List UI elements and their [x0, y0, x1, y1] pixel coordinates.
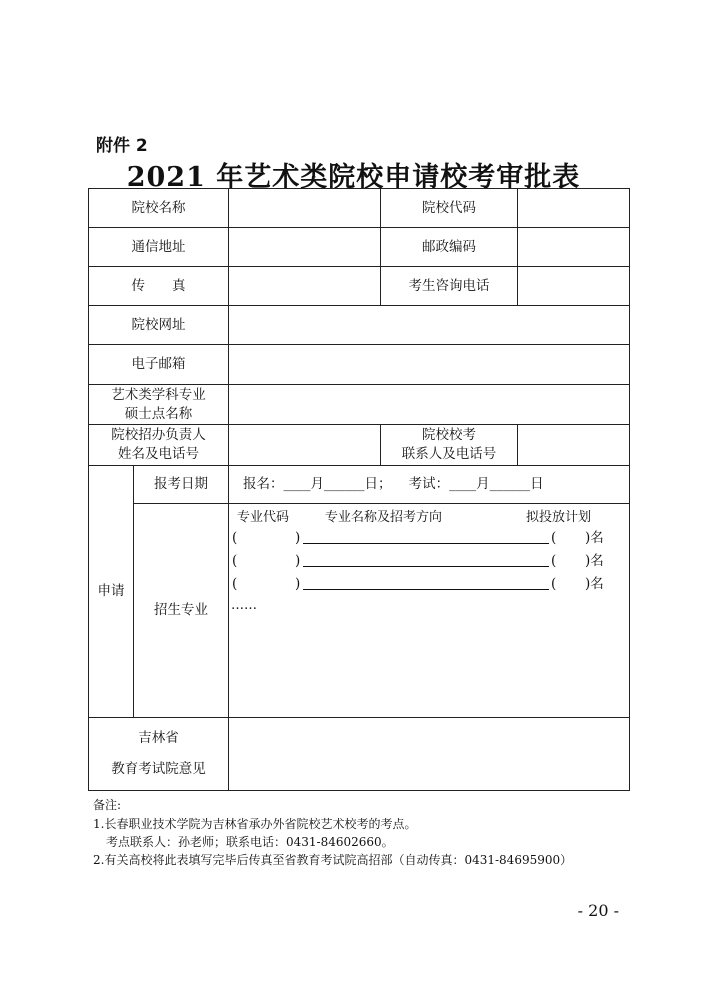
- major-row-plan-close: )名: [585, 530, 604, 546]
- major-row-close: ): [295, 553, 301, 569]
- majors-header: [229, 508, 629, 527]
- art-master-label-line2: 硕士点名称: [124, 405, 193, 422]
- opinion-label-line2: 教育考试院意见: [111, 761, 206, 777]
- major-row-open: (: [232, 576, 238, 592]
- art-master-label: [89, 385, 229, 425]
- attachment-label: 附件 2: [96, 136, 148, 156]
- exam-contact-label-line1: 院校校考: [422, 427, 476, 443]
- website-value[interactable]: [229, 306, 630, 345]
- approval-form-table: [88, 188, 630, 791]
- hotline-label: 考生咨询电话: [381, 267, 518, 306]
- fax-label: 传 真: [89, 267, 229, 306]
- website-label: 院校网址: [89, 306, 229, 345]
- major-row-plan-open: (: [551, 553, 557, 569]
- hotline-value[interactable]: [518, 267, 630, 306]
- major-row-open: (: [232, 553, 238, 569]
- major-row-name-line[interactable]: [303, 589, 549, 590]
- major-row-open: (: [232, 530, 238, 546]
- majors-ellipsis: ……: [231, 598, 257, 613]
- major-row[interactable]: [229, 527, 629, 550]
- major-row-plan-close: )名: [585, 553, 604, 569]
- postal-code-value[interactable]: [518, 228, 630, 267]
- exam-contact-value[interactable]: [518, 425, 630, 466]
- majors-header-plan: 拟投放计划: [526, 510, 592, 525]
- major-row-plan-open: (: [551, 576, 557, 592]
- form-title: 2021 年艺术类院校申请校考审批表: [126, 162, 581, 193]
- major-row-close: ): [295, 576, 301, 592]
- email-value[interactable]: [229, 345, 630, 385]
- admission-head-label-line2: 姓名及电话号: [118, 446, 199, 462]
- major-row-name-line[interactable]: [303, 543, 549, 544]
- admission-head-label: [89, 425, 229, 466]
- page-number: - 20 -: [577, 901, 619, 920]
- exam-contact-label: [381, 425, 518, 466]
- notes-item-1: 1.长春职业技术学院为吉林省承办外省院校艺术校考的考点。: [93, 817, 417, 831]
- major-row[interactable]: [229, 550, 629, 573]
- majors-label: 招生专业: [134, 504, 229, 718]
- admission-head-label-line1: 院校招办负责人: [111, 427, 206, 443]
- school-name-value[interactable]: [229, 189, 381, 228]
- admission-head-value[interactable]: [229, 425, 381, 466]
- notes-heading: 备注:: [93, 798, 122, 812]
- major-row-plan-open: (: [551, 530, 557, 546]
- postal-code-label: 邮政编码: [381, 228, 518, 267]
- application-label: 申请: [89, 466, 134, 718]
- art-master-label-line1: 艺术类学科专业: [111, 386, 206, 403]
- school-code-label: 院校代码: [381, 189, 518, 228]
- school-name-label: 院校名称: [89, 189, 229, 228]
- major-row-plan-close: )名: [585, 576, 604, 592]
- opinion-label-line1: 吉林省: [138, 730, 179, 746]
- exam-contact-label-line2: 联系人及电话号: [401, 446, 497, 462]
- art-master-value[interactable]: [229, 385, 630, 425]
- opinion-label: [89, 718, 229, 791]
- email-label: 电子邮箱: [89, 345, 229, 385]
- exam-date-label: 报考日期: [134, 466, 229, 504]
- address-label: 通信地址: [89, 228, 229, 267]
- notes-item-2: 2.有关高校将此表填写完毕后传真至省教育考试院高招部（自动传真：0431-84695900）: [93, 853, 573, 867]
- major-row-close: ): [295, 530, 301, 546]
- opinion-value[interactable]: [229, 718, 630, 791]
- majors-header-code: 专业代码: [237, 510, 290, 525]
- exam-date-value[interactable]: 报名：____月______日； 考试：____月______日: [229, 466, 630, 504]
- school-code-value[interactable]: [518, 189, 630, 228]
- major-row[interactable]: [229, 573, 629, 596]
- notes-item-1-contact: 考点联系人：孙老师；联系电话：0431-84602660。: [106, 835, 394, 849]
- address-value[interactable]: [229, 228, 381, 267]
- major-row-name-line[interactable]: [303, 566, 549, 567]
- fax-value[interactable]: [229, 267, 381, 306]
- majors-header-name: 专业名称及招考方向: [325, 510, 443, 525]
- majors-section[interactable]: [229, 504, 630, 718]
